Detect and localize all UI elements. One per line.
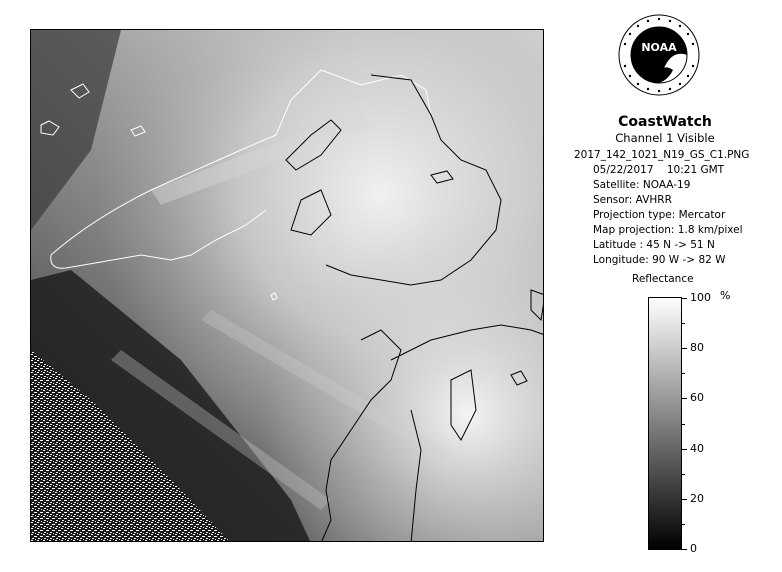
noaa-logo — [618, 14, 700, 96]
colorbar-tick — [682, 499, 687, 500]
sensor-label: Sensor: AVHRR — [593, 194, 672, 206]
colorbar-tick — [682, 298, 687, 299]
colorbar-tick — [682, 549, 687, 550]
legend-unit: % — [720, 289, 731, 302]
colorbar-tick — [682, 449, 687, 450]
colorbar-tick-label: 40 — [690, 441, 704, 455]
colorbar-tick-label: 20 — [690, 491, 704, 505]
datetime-label: 05/22/2017 10:21 GMT — [593, 164, 725, 176]
legend-title: Reflectance — [632, 273, 694, 285]
noaa-logo-text: NOAA — [641, 41, 677, 54]
colorbar-minor-tick — [682, 323, 685, 324]
latitude-label: Latitude : 45 N -> 51 N — [593, 239, 715, 251]
colorbar-minor-tick — [682, 424, 685, 425]
colorbar-tick-label: 100 — [690, 291, 711, 304]
reflectance-map — [31, 30, 544, 542]
longitude-label: Longitude: 90 W -> 82 W — [593, 254, 726, 266]
colorbar-tick — [682, 398, 687, 399]
colorbar-tick-label: 80 — [690, 341, 704, 355]
map-projection-label: Map projection: 1.8 km/pixel — [593, 224, 743, 236]
colorbar-tick — [682, 348, 687, 349]
colorbar-tick-label: 0 — [690, 542, 697, 555]
satellite-image — [30, 29, 544, 542]
colorbar-minor-tick — [682, 474, 685, 475]
channel-subtitle: Channel 1 Visible — [615, 131, 715, 145]
colorbar-minor-tick — [682, 524, 685, 525]
satellite-label: Satellite: NOAA-19 — [593, 179, 691, 191]
page-title: CoastWatch — [618, 114, 712, 130]
colorbar-minor-tick — [682, 373, 685, 374]
projection-type-label: Projection type: Mercator — [593, 209, 726, 221]
noaa-emblem-icon — [618, 14, 700, 96]
colorbar-tick-label: 60 — [690, 391, 704, 405]
filename-label: 2017_142_1021_N19_GS_C1.PNG — [574, 149, 750, 161]
reflectance-colorbar — [648, 297, 682, 550]
